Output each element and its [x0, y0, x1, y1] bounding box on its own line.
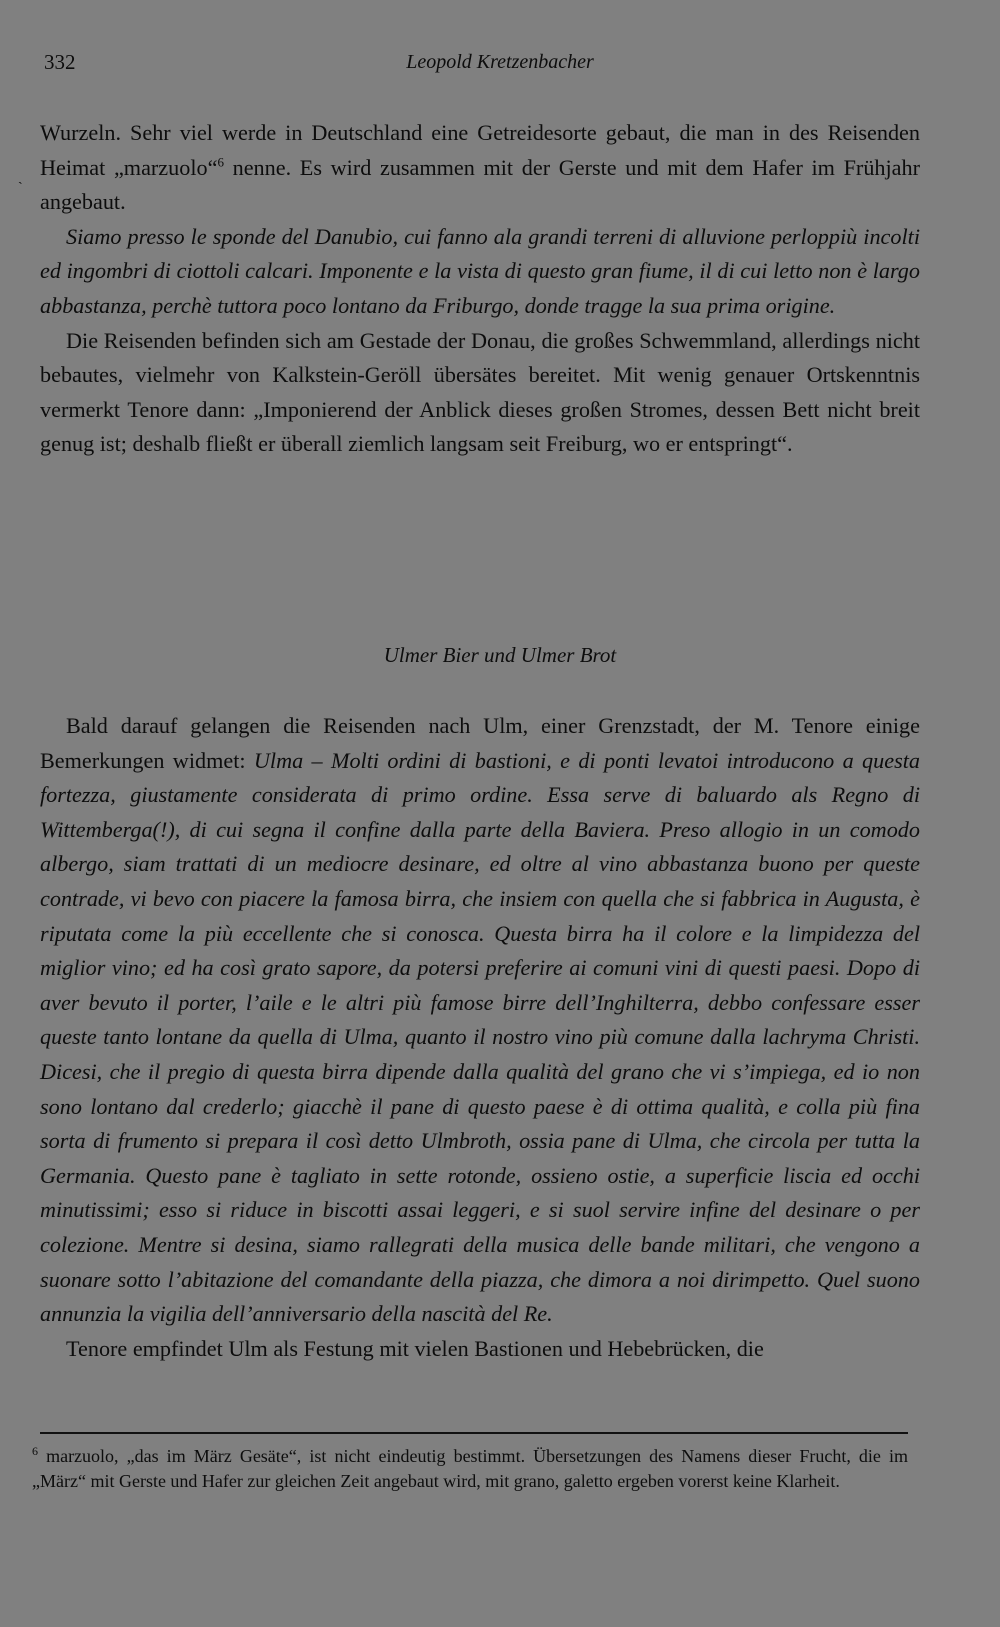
footnote-divider	[40, 1432, 908, 1434]
paragraph-ulm: Bald darauf gelangen die Reisenden nach Ulm, einer Grenzstadt, der M. Tenore einige Bemerkungen widmet: Ulma – Molti ordini di bastioni, e di ponti levatoi introducono a questa fortezza, giustamente considerata di primo ordine. Essa serve di baluardo als Regno di Wittemberga(!), di cui segna il confine dalla parte della Baviera. Preso allogio in un comodo albergo, siam trattati di un mediocre desinare, ed oltre al vino abbastanza buono per queste contrade, vi bevo con piacere la famosa birra, che insiem con quella che si fabbrica in Augusta, è riputata come la più eccellente che si conosca. Questa birra ha il colore e la limpidezza del miglior vino; ed ha così grato sapore, da potersi preferire ai comuni vini di questi paesi. Dopo di aver bevuto il porter, l’aile e le altri più famose birre dell’Inghilterra, debbo confessare esser queste tanto lontane da quella di Ulma, quanto il nostro vino più comune dalla lachryma Christi. Dicesi, che il pregio di questa birra dipende dalla qualità del grano che vi s’impiega, ed io non sono lontano dal crederlo; giacchè il pane di questo paese è di ottima qualità, e colla più fina sorta di frumento si prepara il così detto Ulmbroth, ossia pane di Ulma, che circola per tutta la Germania. Questo pane è tagliato in sette rotonde, ossieno ostie, a superficie liscia ed occhi minutissimi; esso si riduce in biscotti assai leggeri, e si suol servire infine del desinare o per colezione. Mentre si desina, siamo rallegrati della musica delle bande militari, che vengono a suonare sotto l’abitazione del comandante della piazza, che dimora a noi dirimpetto. Quel suono annunzia la vigilia dell’anniversario della nascità del Re.	[40, 713, 920, 1327]
footnote-text: marzuolo, „das im März Gesäte“, ist nicht eindeutig bestimmt. Übersetzungen des Namens dieser Frucht, die im „März“ mit Gerste und Hafer zur gleichen Zeit angebaut wird, mit grano, galetto ergeben vorerst keine Klarheit.	[32, 1446, 908, 1491]
footnote-reference[interactable]: 6	[217, 154, 224, 170]
running-header-author: Leopold Kretzenbacher	[406, 51, 594, 73]
footnote	[32, 1444, 908, 1494]
body-text-bottom	[40, 709, 920, 1366]
paragraph-tenore: Tenore empfindet Ulm als Festung mit vielen Bastionen und Hebebrücken, die	[66, 1335, 764, 1361]
section-heading: Ulmer Bier und Ulmer Brot	[383, 643, 617, 667]
paragraph-donau: Die Reisenden befinden sich am Gestade der Donau, die großes Schwemmland, allerdings nicht bebautes, vielmehr von Kalkstein-Geröll übersätes bereitet. Mit wenig genauer Ortskenntnis vermerkt Tenore dann: „Imponierend der Anblick dieses großen Stromes, dessen Bett nicht breit genug ist; deshalb fließt er überall ziemlich langsam seit Freiburg, wo er entspringt“.	[40, 327, 920, 457]
paragraph-italian-quote-danube: Siamo presso le sponde del Danubio, cui fanno ala grandi terreni di alluvione perloppiù incolti ed ingombri di ciottoli calcari. Imponente e la vista di questo gran fiume, il di cui letto non è largo abbastanza, perchè tuttora poco lontano da Friburgo, donde tragge la sua prima origine.	[40, 223, 920, 318]
paragraph-wurzeln: Wurzeln. Sehr viel werde in Deutschland eine Getreidesorte gebaut, die man in des Reisenden Heimat „marzuolo“$^6$ nenne. Es wird zusammen mit der Gerste und mit dem Hafer im Frühjahr angebaut.	[40, 120, 920, 215]
italian-quote-ulm: Ulma – Molti ordini di bastioni, e di ponti levatoi introducono a questa fortezza, giustamente considerata di primo ordine. Essa serve di baluardo als Regno di Wittemberga(!), di cui segna il confine dalla parte della Baviera. Preso allogio in un comodo albergo, siam trattati di un mediocre desinare, ed oltre al vino abbastanza buono per queste contrade, vi bevo con piacere la famosa birra, che insiem con quella che si fabbrica in Augusta, è riputata come la più eccellente che si conosca. Questa birra ha il colore e la limpidezza del miglior vino; ed ha così grato sapore, da potersi preferire ai comuni vini di questi paesi. Dopo di aver bevuto il porter, l’aile e le altri più famose birre dell’Inghilterra, debbo confessare esser queste tanto lontane da quella di Ulma, quanto il nostro vino più comune dalla lachryma Christi. Dicesi, che il pregio di questa birra dipende dalla qualità del grano che vi s’impiega, ed io non sono lontano dal crederlo; giacchè il pane di questo paese è di ottima qualità, e colla più fina sorta di frumento si prepara il così detto Ulmbroth, ossia pane di Ulma, che circola per tutta la Germania. Questo pane è tagliato in sette rotonde, ossieno ostie, a superficie liscia ed occhi minutissimi; esso si riduce in biscotti assai leggeri, e si suol servire infine del desinare o per colezione. Mentre si desina, siamo rallegrati della musica delle bande militari, che vengono a suonare sotto l’abitazione del comandante della piazza, che dimora a noi dirimpetto. Quel suono annunzia la vigilia dell’anniversario della nascità del Re.	[40, 747, 920, 1327]
margin-mark: ˎ	[18, 170, 23, 185]
footnote-number: 6	[32, 1444, 38, 1458]
body-text-top	[40, 116, 920, 462]
page-number: 332	[44, 50, 76, 74]
